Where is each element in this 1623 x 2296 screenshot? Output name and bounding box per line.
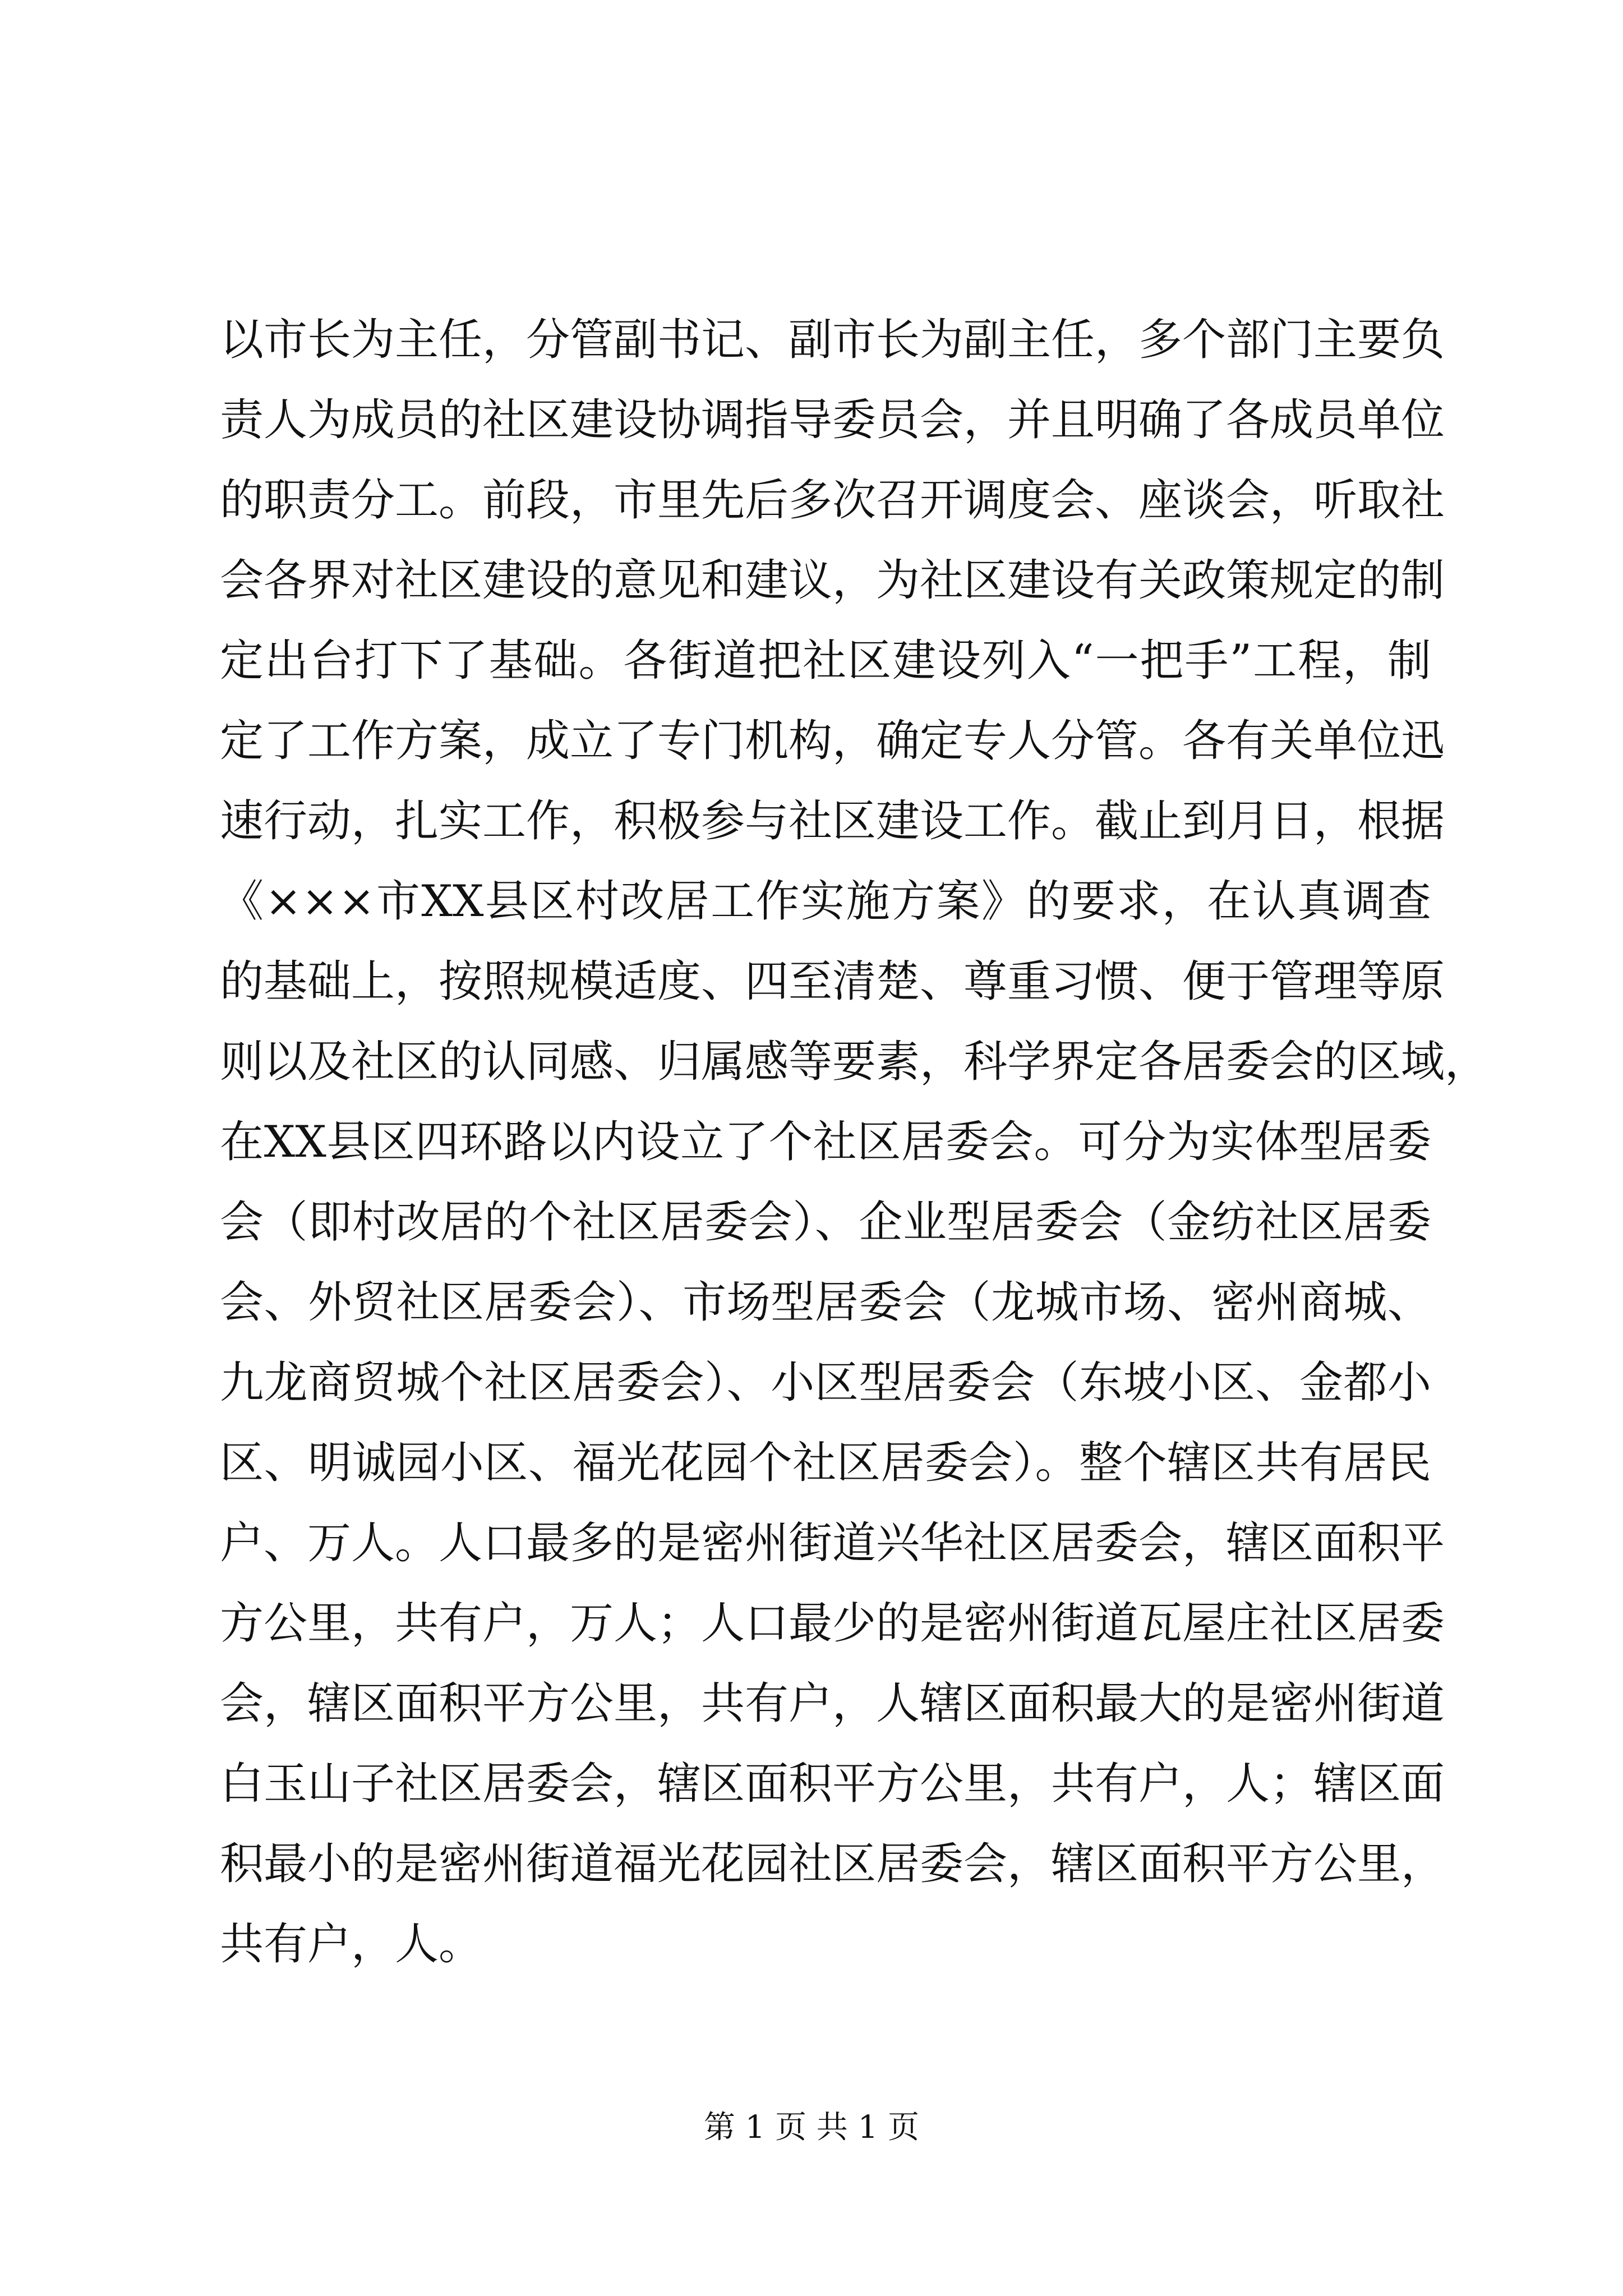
text-line: 速行动，扎实工作，积极参与社区建设工作。截止到月日，根据: [220, 796, 1445, 846]
text-line: 责人为成员的社区建设协调指导委员会，并且明确了各成员单位: [220, 395, 1445, 445]
text-line: 定了工作方案，成立了专门机构，确定专人分管。各有关单位迅: [220, 716, 1445, 766]
text-line: 则以及社区的认同感、归属感等要素，科学界定各居委会的区域，: [220, 1037, 1489, 1087]
text-line: 积最小的是密州街道福光花园社区居委会，辖区面积平方公里，: [220, 1839, 1445, 1889]
body-paragraph: [220, 300, 1489, 1985]
text-line: 会、外贸社区居委会）、市场型居委会（龙城市场、密州商城、: [220, 1277, 1431, 1328]
text-line: 的职责分工。前段，市里先后多次召开调度会、座谈会，听取社: [220, 475, 1445, 526]
text-line: 的基础上，按照规模适度、四至清楚、尊重习惯、便于管理等原: [220, 956, 1445, 1007]
text-line: 以市长为主任，分管副书记、副市长为副主任，多个部门主要负: [220, 315, 1445, 365]
text-line: 会，辖区面积平方公里，共有户，人辖区面积最大的是密州街道: [220, 1678, 1445, 1729]
text-line: 共有户，人。: [220, 1919, 483, 1970]
text-line: 白玉山子社区居委会，辖区面积平方公里，共有户，人；辖区面: [220, 1759, 1445, 1809]
text-line: 户、万人。人口最多的是密州街道兴华社区居委会，辖区面积平: [220, 1518, 1445, 1568]
text-line: 方公里，共有户，万人；人口最少的是密州街道瓦屋庄社区居委: [220, 1598, 1445, 1649]
text-line: 定出台打下了基础。各街道把社区建设列入“一把手”工程，制: [220, 636, 1431, 686]
text-line: 在XX县区四环路以内设立了个社区居委会。可分为实体型居委: [220, 1117, 1431, 1167]
text-line: 区、明诚园小区、福光花园个社区居委会）。整个辖区共有居民: [220, 1438, 1431, 1488]
text-line: 《×××市XX县区村改居工作实施方案》的要求，在认真调查: [220, 876, 1431, 927]
text-line: 会（即村改居的个社区居委会）、企业型居委会（金纺社区居委: [220, 1197, 1431, 1248]
page-number-footer: 第 1 页 共 1 页: [703, 2109, 920, 2146]
text-line: 九龙商贸城个社区居委会）、小区型居委会（东坡小区、金都小: [220, 1358, 1431, 1408]
text-line: 会各界对社区建设的意见和建议，为社区建设有关政策规定的制: [220, 555, 1445, 606]
